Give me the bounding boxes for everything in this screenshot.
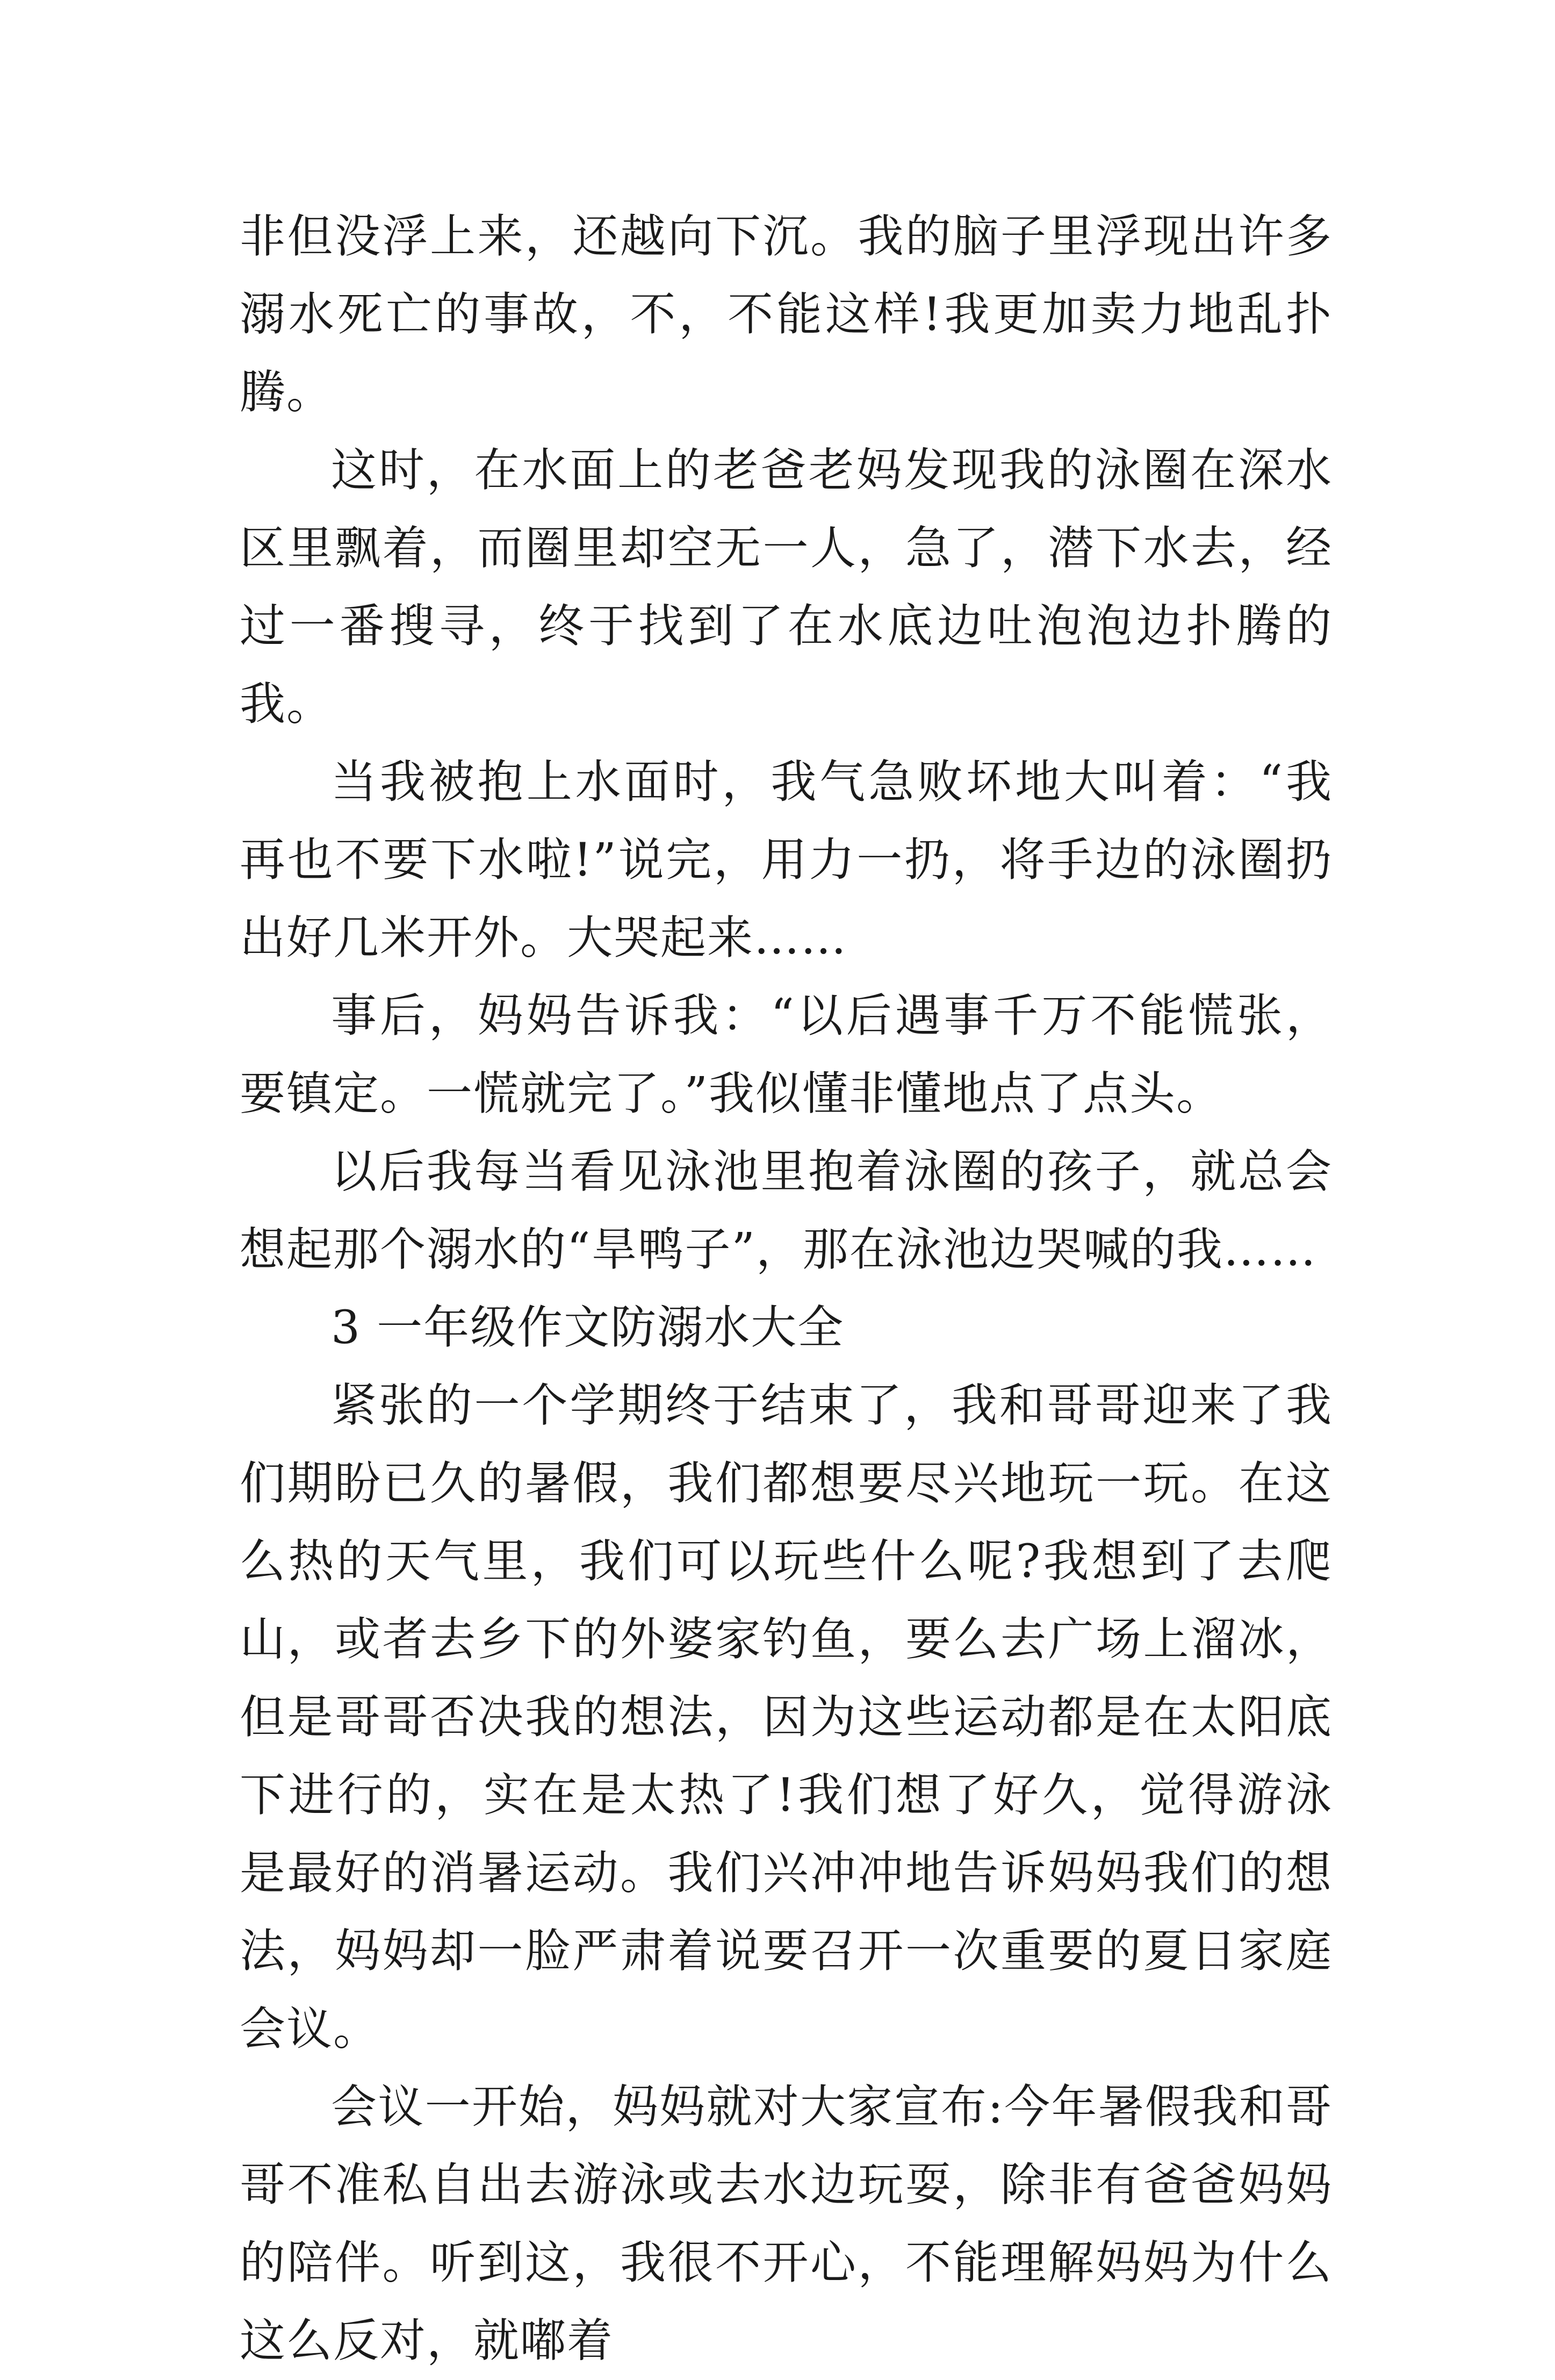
paragraph-2: 这时，在水面上的老爸老妈发现我的泳圈在深水区里飘着，而圈里却空无一人，急了，潜下水去，经过一番搜寻，终于找到了在水底边吐泡泡边扑腾的我。	[240, 444, 1333, 731]
paragraph-1: 非但没浮上来，还越向下沉。我的脑子里浮现出许多溺水死亡的事故，不，不能这样!我更加卖力地乱扑腾。	[240, 210, 1333, 419]
paragraph-3: 当我被抱上水面时，我气急败坏地大叫着：“我再也不要下水啦!”说完，用力一扔，将手边的泳圈扔出好几米开外。大哭起来……	[240, 756, 1333, 965]
paragraph-7: 会议一开始，妈妈就对大家宣布:今年暑假我和哥哥不准私自出去游泳或去水边玩耍，除非有爸爸妈妈的陪伴。听到这，我很不开心，不能理解妈妈为什么这么反对，就嘟着	[240, 2081, 1333, 2368]
paragraph-6: 紧张的一个学期终于结束了，我和哥哥迎来了我们期盼已久的暑假，我们都想要尽兴地玩一玩。在这么热的天气里，我们可以玩些什么呢?我想到了去爬山，或者去乡下的外婆家钓鱼，要么去广场上溜冰，但是哥哥否决我的想法，因为这些运动都是在太阳底下进行的，实在是太热了!我们想了好久，觉得游泳是最好的消暑运动。我们兴冲冲地告诉妈妈我们的想法，妈妈却一脸严肃着说要召开一次重要的夏日家庭会议。	[240, 1379, 1333, 2056]
paragraph-4: 事后，妈妈告诉我：“以后遇事千万不能慌张，要镇定。一慌就完了。”我似懂非懂地点了点头。	[240, 990, 1333, 1121]
paragraph-5: 以后我每当看见泳池里抱着泳圈的孩子，就总会想起那个溺水的“旱鸭子”，那在泳池边哭喊的我……	[240, 1145, 1333, 1277]
section-heading: 3 一年级作文防溺水大全	[331, 1301, 845, 1354]
document-body	[240, 198, 1333, 2380]
